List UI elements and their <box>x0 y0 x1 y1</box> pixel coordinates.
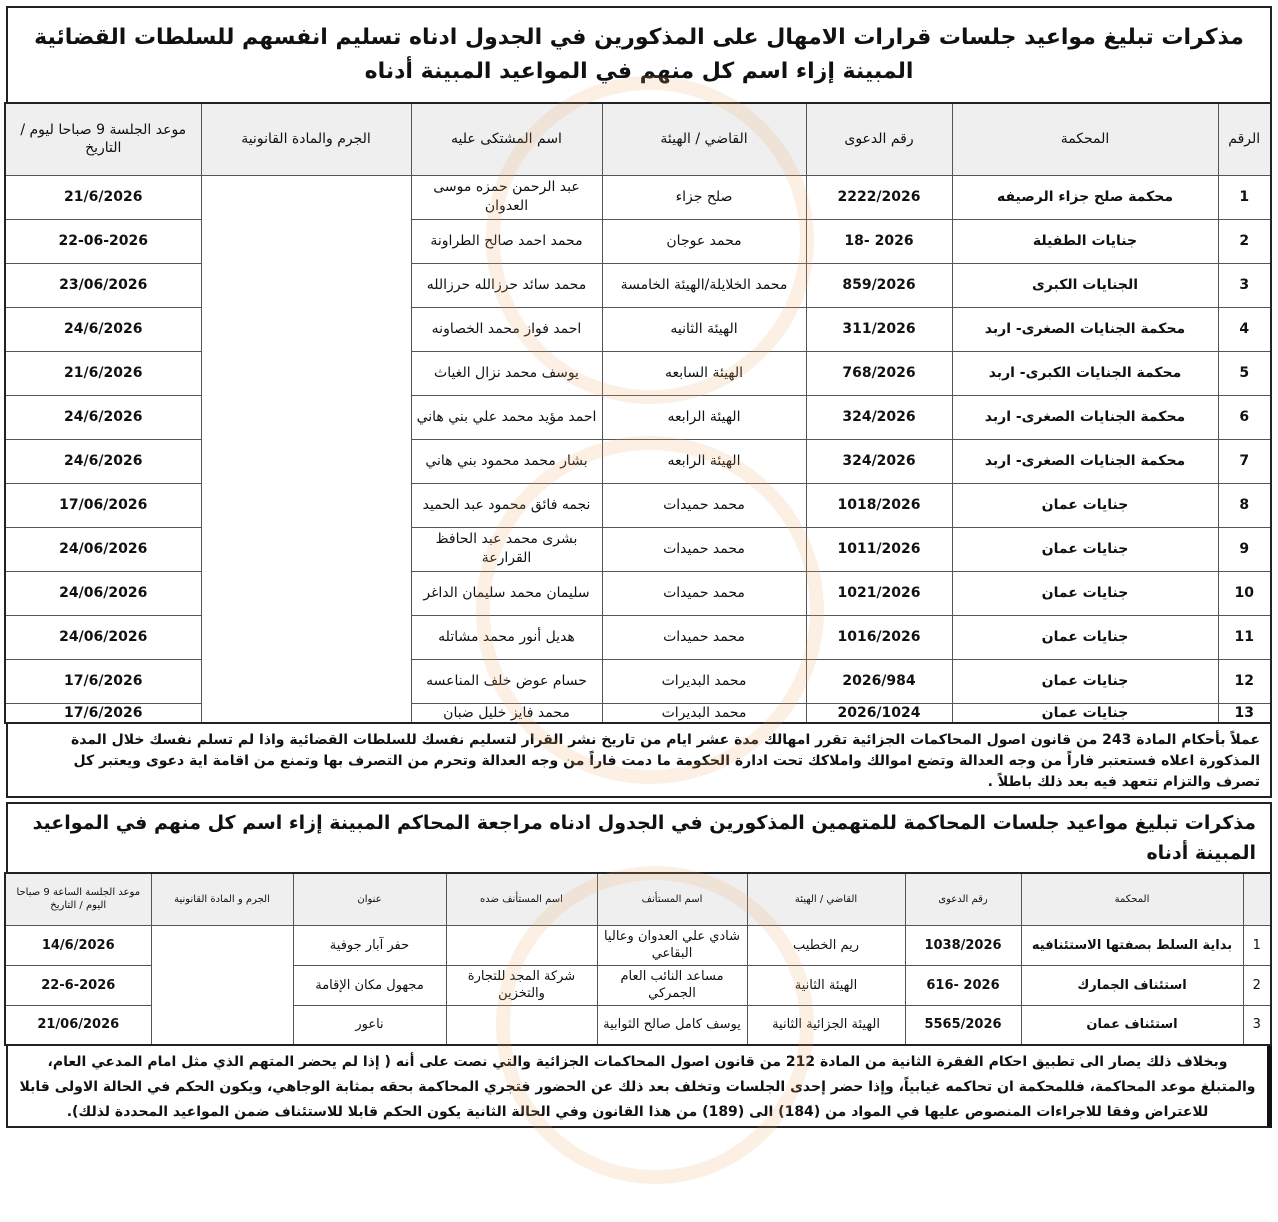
session-date-cell: 21/6/2026 <box>5 351 201 395</box>
header-defendant: اسم المشتكى عليه <box>411 103 602 175</box>
section1-title: مذكرات تبليغ مواعيد جلسات قرارات الامهال على المذكورين في الجدول ادناه تسليم انفسهم للسلطات القضائية المبينة إزاء اسم كل منهم في المواعيد المبينة أدناه <box>6 6 1272 102</box>
session-date-cell: 24/6/2026 <box>5 395 201 439</box>
case-number-cell: 1016/2026 <box>806 615 952 659</box>
defendant-cell: حسام عوض خلف المناعسه <box>411 659 602 703</box>
judge-cell: الهيئة الجزائية الثانية <box>747 1005 905 1045</box>
row-number: 1 <box>1218 175 1271 219</box>
row-number: 3 <box>1218 263 1271 307</box>
section1-legal-notice: عملاً بأحكام المادة 243 من قانون اصول المحاكمات الجزائية تقرر امهالك مدة عشر ايام من تاريخ نشر القرار لتسليم نفسك للسلطات القضائية واذا لم تسلم نفسك خلال المدة المذكورة اعلاه فستعتبر فاراً من وجه العدالة وتضع اموالك واملاكك تحت ادارة الحكومة ما دمت فاراً من وجه العدالة وتحرم من التصرف بها وتمنع من اقامة اية دعوى ويعتبر كل تصرف والتزام تتعهد فيه بعد ذلك باطلاً . <box>6 724 1272 798</box>
row-number: 3 <box>1243 1005 1271 1045</box>
session-date-cell: 24/06/2026 <box>5 571 201 615</box>
session-date-cell: 14/6/2026 <box>5 925 151 965</box>
court-cell: محكمة الجنايات الصغرى- اربد <box>952 439 1218 483</box>
table-row <box>5 527 1271 571</box>
judge-cell: صلح جزاء <box>602 175 806 219</box>
deadline-table <box>4 102 1272 724</box>
case-number-cell: 1011/2026 <box>806 527 952 571</box>
header-crime: الجرم والمادة القانونية <box>201 103 411 175</box>
case-number-cell: 311/2026 <box>806 307 952 351</box>
court-cell: بداية السلط بصفتها الاستئنافيه <box>1021 925 1243 965</box>
respondent-cell <box>446 1005 597 1045</box>
appellant-cell: مساعد النائب العام الجمركي <box>597 965 747 1005</box>
case-number-cell: 616- 2026 <box>905 965 1021 1005</box>
session-date-cell: 24/06/2026 <box>5 527 201 571</box>
header-judge: القاضي / الهيئة <box>747 873 905 925</box>
court-cell: الجنايات الكبرى <box>952 263 1218 307</box>
appellant-cell: يوسف كامل صالح الثوابية <box>597 1005 747 1045</box>
header-num: الرقم <box>1218 103 1271 175</box>
case-number-cell: 324/2026 <box>806 439 952 483</box>
defendant-cell: يوسف محمد نزال الغياث <box>411 351 602 395</box>
court-cell: محكمة الجنايات الصغرى- اربد <box>952 307 1218 351</box>
defendant-cell: محمد احمد صالح الطراونة <box>411 219 602 263</box>
court-cell: محكمة صلح جزاء الرصيفه <box>952 175 1218 219</box>
court-cell: محكمة الجنايات الكبرى- اربد <box>952 351 1218 395</box>
court-cell: جنايات عمان <box>952 703 1218 723</box>
address-cell: ناعور <box>293 1005 446 1045</box>
judge-cell: محمد الخلايلة/الهيئة الخامسة <box>602 263 806 307</box>
table-header-row <box>5 103 1271 175</box>
judge-cell: محمد حميدات <box>602 483 806 527</box>
table-row <box>5 307 1271 351</box>
judge-cell: محمد البديرات <box>602 659 806 703</box>
respondent-cell <box>446 925 597 965</box>
header-num <box>1243 873 1271 925</box>
court-cell: جنايات عمان <box>952 615 1218 659</box>
section2-legal-notice: وبخلاف ذلك يصار الى تطبيق احكام الفقرة الثانية من المادة 212 من قانون اصول المحاكمات الجزائية والتي نصت على أنه ( إذا لم يحضر المتهم الذي مثل امام المدعي العام، والمتبلغ موعد المحاكمة، فللمحكمة ان تحاكمه غيابياً، وإذا حضر إحدى الجلسات وتخلف بعد ذلك عن الحضور فتجري المحاكمة بحقه بمثابة الوجاهي، ويكون الحكم في الحالة الاولى قابلا للاعتراض وفقا للاجراءات المنصوص عليها في المواد من (184) الى (189) من هذا القانون وفي الحالة الثانية يكون الحكم قابلا للاستئناف ضمن المواعيد المحددة لذلك). <box>6 1046 1272 1128</box>
table-row <box>5 615 1271 659</box>
header-case-number: رقم الدعوى <box>905 873 1021 925</box>
case-number-cell: 768/2026 <box>806 351 952 395</box>
defendant-cell: محمد سائد حرزالله حرزالله <box>411 263 602 307</box>
session-date-cell: 17/06/2026 <box>5 483 201 527</box>
court-cell: استئناف الجمارك <box>1021 965 1243 1005</box>
row-number: 2 <box>1218 219 1271 263</box>
defendant-cell: احمد فواز محمد الخصاونه <box>411 307 602 351</box>
court-cell: جنايات عمان <box>952 527 1218 571</box>
judge-cell: محمد حميدات <box>602 527 806 571</box>
judge-cell: الهيئة الرابعه <box>602 395 806 439</box>
address-cell: حفر آبار جوفية <box>293 925 446 965</box>
trial-table <box>4 872 1272 1046</box>
court-cell: جنايات عمان <box>952 483 1218 527</box>
session-date-cell: 24/6/2026 <box>5 307 201 351</box>
table-row <box>5 703 1271 723</box>
header-appellant: اسم المستأنف <box>597 873 747 925</box>
header-crime: الجرم و المادة القانونية <box>151 873 293 925</box>
section2-title: مذكرات تبليغ مواعيد جلسات المحاكمة للمتهمين المذكورين في الجدول ادناه مراجعة المحاكم المبينة إزاء اسم كل منهم في المواعيد المبينة أدناه <box>6 802 1272 872</box>
defendant-cell: بشار محمد محمود بني هاني <box>411 439 602 483</box>
judge-cell: محمد عوجان <box>602 219 806 263</box>
row-number: 10 <box>1218 571 1271 615</box>
case-number-cell: 1021/2026 <box>806 571 952 615</box>
case-number-cell: 18- 2026 <box>806 219 952 263</box>
announcement-page <box>6 6 1272 1212</box>
session-date-cell: 24/06/2026 <box>5 615 201 659</box>
respondent-cell: شركة المجد للتجارة والتخزين <box>446 965 597 1005</box>
defendant-cell: احمد مؤيد محمد علي بني هاني <box>411 395 602 439</box>
session-date-cell: 23/06/2026 <box>5 263 201 307</box>
table-row <box>5 263 1271 307</box>
judge-cell: الهيئة الثانية <box>747 965 905 1005</box>
judge-cell: الهيئة السابعه <box>602 351 806 395</box>
header-court: المحكمة <box>952 103 1218 175</box>
judge-cell: ريم الخطيب <box>747 925 905 965</box>
row-number: 2 <box>1243 965 1271 1005</box>
row-number: 9 <box>1218 527 1271 571</box>
row-number: 13 <box>1218 703 1271 723</box>
session-date-cell: 21/06/2026 <box>5 1005 151 1045</box>
table-row <box>5 175 1271 219</box>
table-header-row <box>5 873 1271 925</box>
crime-cell <box>201 175 411 723</box>
table-row <box>5 483 1271 527</box>
row-number: 1 <box>1243 925 1271 965</box>
header-session-date: موعد الجلسة 9 صباحا ليوم / التاريخ <box>5 103 201 175</box>
table-row <box>5 351 1271 395</box>
court-cell: جنايات عمان <box>952 659 1218 703</box>
court-cell: جنايات عمان <box>952 571 1218 615</box>
judge-cell: محمد حميدات <box>602 615 806 659</box>
appellant-cell: شادي علي العدوان وعاليا البقاعي <box>597 925 747 965</box>
judge-cell: الهيئة الرابعه <box>602 439 806 483</box>
header-session-date: موعد الجلسة الساعة 9 صباحا اليوم / التاريخ <box>5 873 151 925</box>
session-date-cell: 22-06-2026 <box>5 219 201 263</box>
judge-cell: الهيئة الثانيه <box>602 307 806 351</box>
row-number: 4 <box>1218 307 1271 351</box>
court-cell: جنايات الطفيلة <box>952 219 1218 263</box>
session-date-cell: 22-6-2026 <box>5 965 151 1005</box>
table-row <box>5 395 1271 439</box>
defendant-cell: عبد الرحمن حمزه موسى العدوان <box>411 175 602 219</box>
row-number: 6 <box>1218 395 1271 439</box>
defendant-cell: نجمه فائق محمود عبد الحميد <box>411 483 602 527</box>
court-cell: استئناف عمان <box>1021 1005 1243 1045</box>
header-judge: القاضي / الهيئة <box>602 103 806 175</box>
row-number: 8 <box>1218 483 1271 527</box>
header-court: المحكمة <box>1021 873 1243 925</box>
case-number-cell: 2026/1024 <box>806 703 952 723</box>
header-respondent: اسم المستأنف ضده <box>446 873 597 925</box>
case-number-cell: 2026/984 <box>806 659 952 703</box>
address-cell: مجهول مكان الإقامة <box>293 965 446 1005</box>
case-number-cell: 859/2026 <box>806 263 952 307</box>
court-cell: محكمة الجنايات الصغرى- اربد <box>952 395 1218 439</box>
table-row <box>5 659 1271 703</box>
table-row <box>5 925 1271 965</box>
judge-cell: محمد حميدات <box>602 571 806 615</box>
defendant-cell: هديل أنور محمد مشاتله <box>411 615 602 659</box>
session-date-cell: 24/6/2026 <box>5 439 201 483</box>
crime-cell <box>151 925 293 1045</box>
header-case-number: رقم الدعوى <box>806 103 952 175</box>
header-address: عنوان <box>293 873 446 925</box>
row-number: 5 <box>1218 351 1271 395</box>
table-row <box>5 439 1271 483</box>
case-number-cell: 324/2026 <box>806 395 952 439</box>
table-row <box>5 571 1271 615</box>
defendant-cell: بشرى محمد عبد الحافظ القرارعة <box>411 527 602 571</box>
judge-cell: محمد البديرات <box>602 703 806 723</box>
row-number: 12 <box>1218 659 1271 703</box>
row-number: 7 <box>1218 439 1271 483</box>
table-row <box>5 219 1271 263</box>
case-number-cell: 1038/2026 <box>905 925 1021 965</box>
case-number-cell: 1018/2026 <box>806 483 952 527</box>
defendant-cell: محمد فايز خليل ضبان <box>411 703 602 723</box>
row-number: 11 <box>1218 615 1271 659</box>
session-date-cell: 21/6/2026 <box>5 175 201 219</box>
case-number-cell: 2222/2026 <box>806 175 952 219</box>
defendant-cell: سليمان محمد سليمان الداغر <box>411 571 602 615</box>
case-number-cell: 5565/2026 <box>905 1005 1021 1045</box>
session-date-cell: 17/6/2026 <box>5 703 201 723</box>
session-date-cell: 17/6/2026 <box>5 659 201 703</box>
